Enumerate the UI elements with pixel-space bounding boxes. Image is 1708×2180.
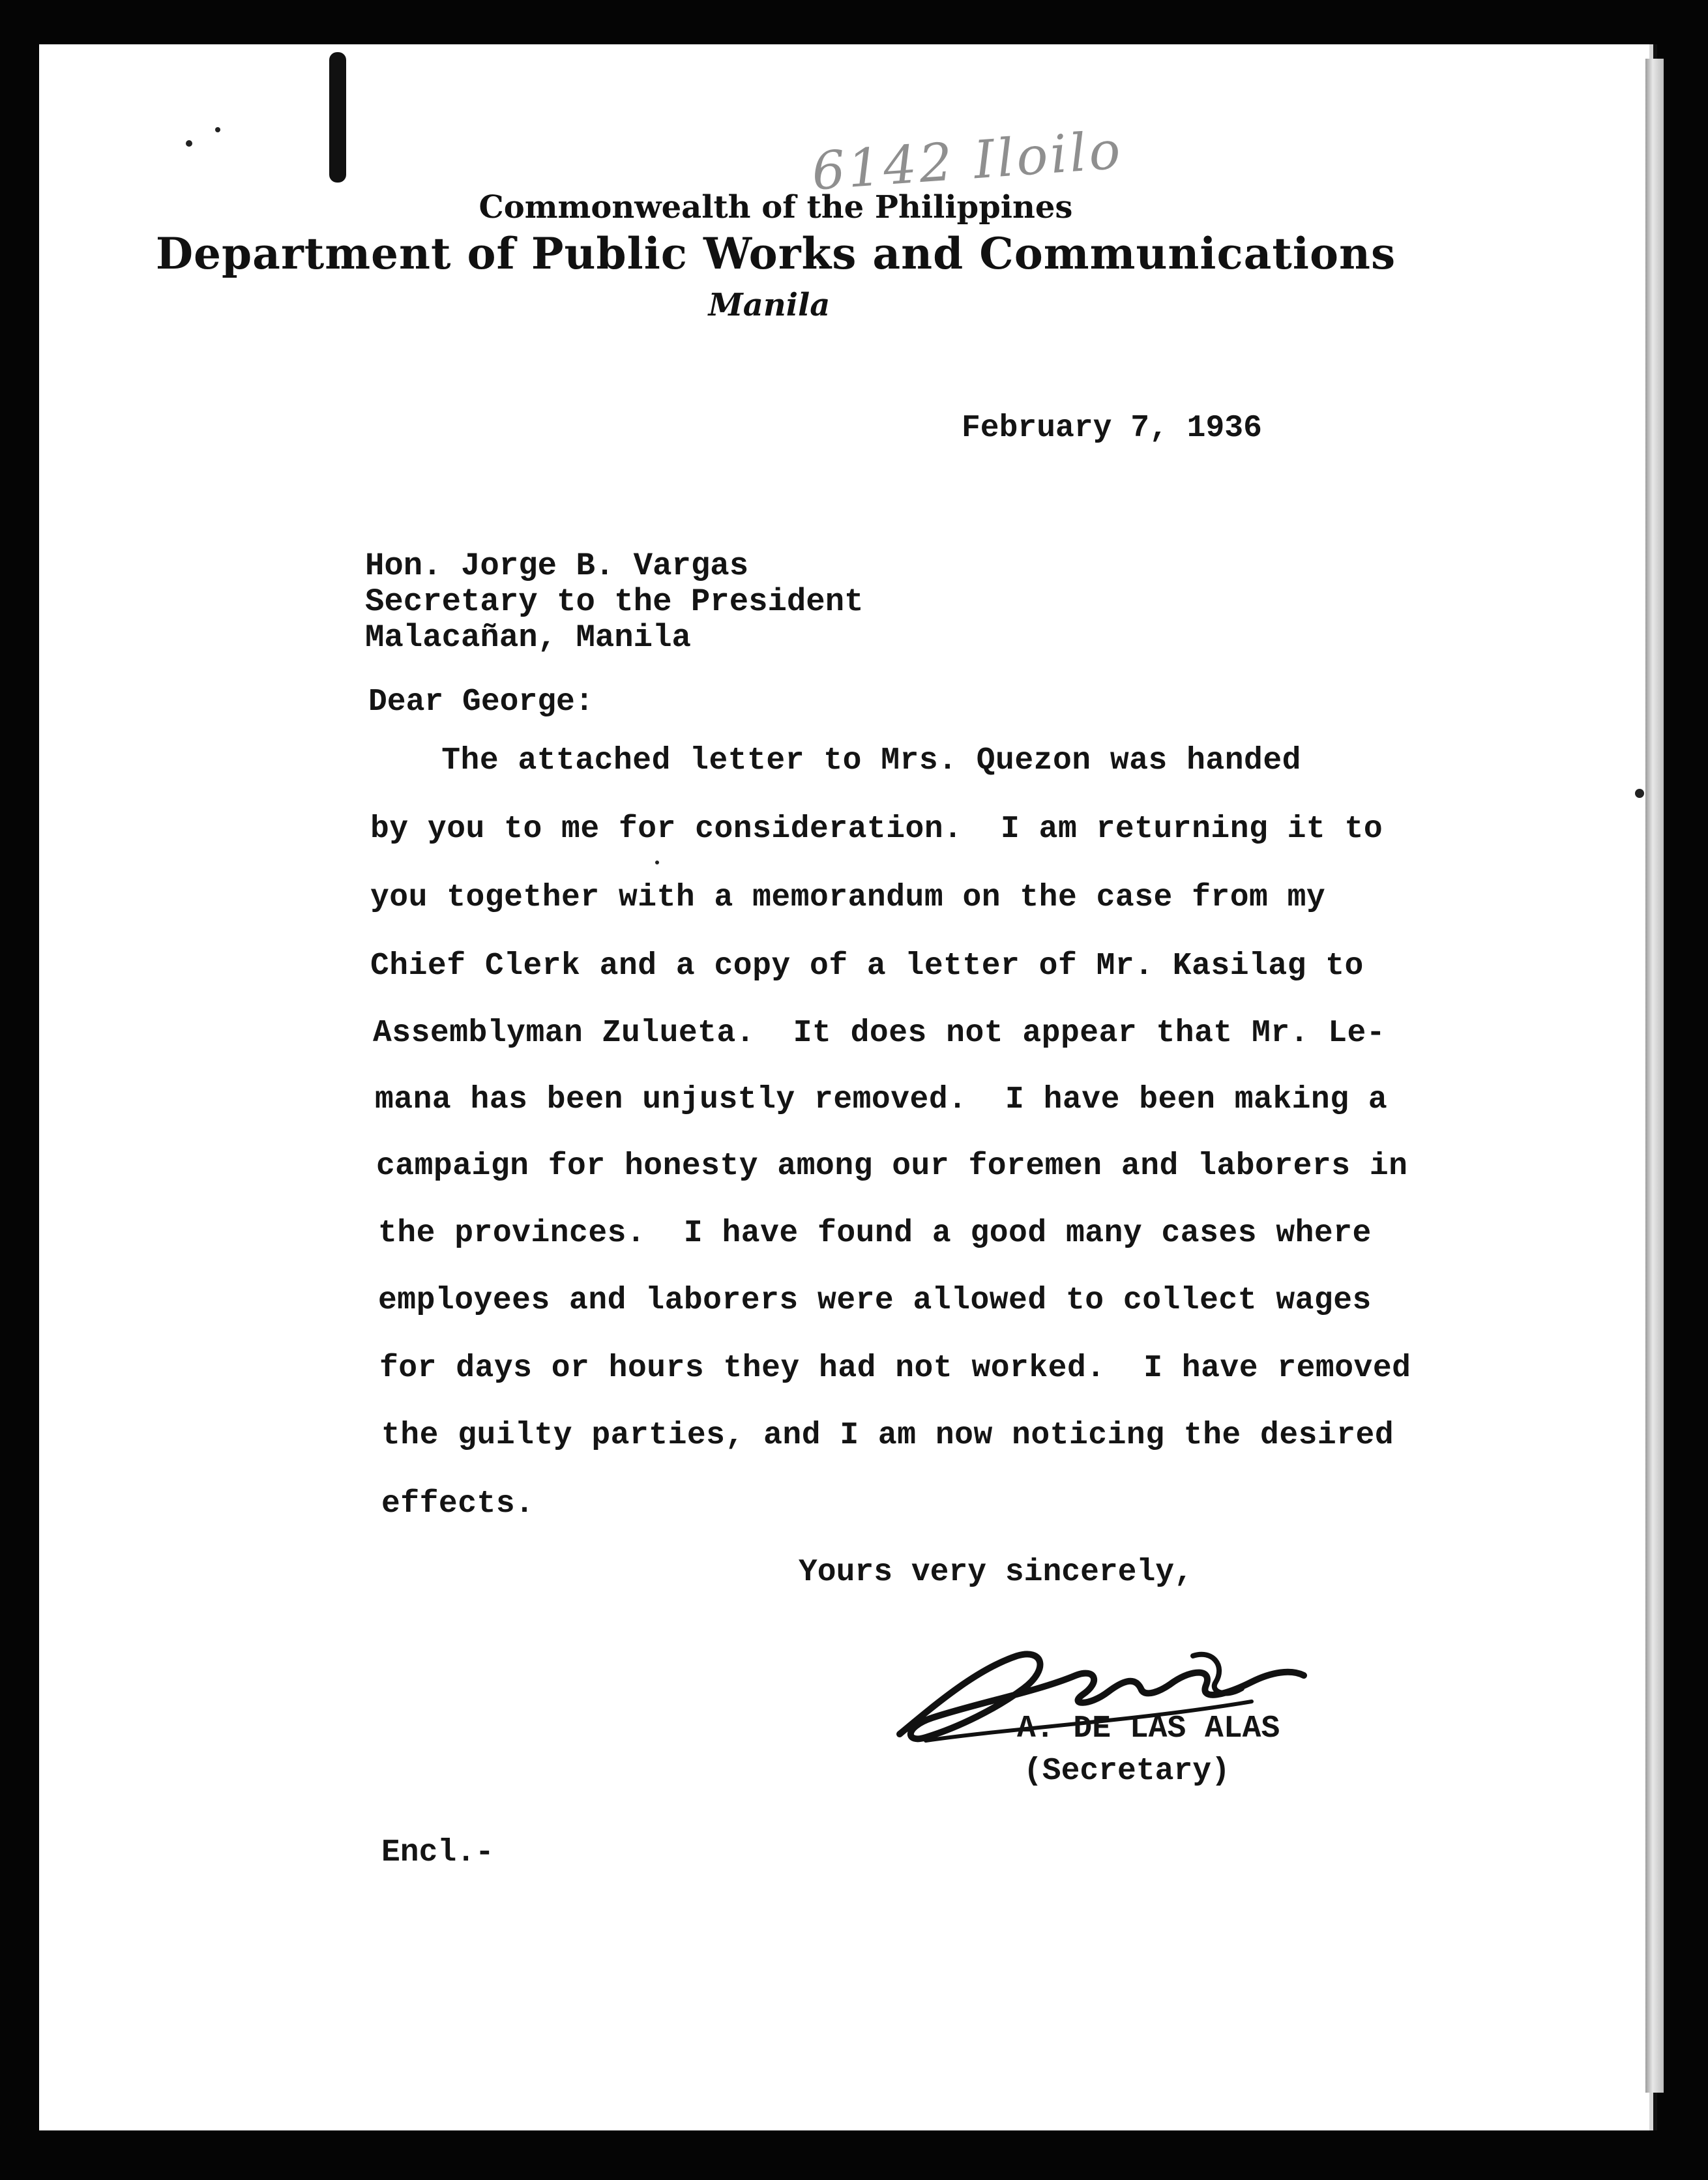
signer-name: A. DE LAS ALAS xyxy=(1017,1711,1280,1746)
body-line: campaign for honesty among our foremen and laborers in xyxy=(376,1149,1408,1184)
body-line: The attached letter to Mrs. Quezon was handed xyxy=(365,743,1301,778)
scan-speck xyxy=(1635,789,1644,798)
handwritten-note: 6142 Iloilo xyxy=(810,119,1125,202)
scan-speck xyxy=(655,861,659,864)
body-line: effects. xyxy=(381,1486,535,1522)
letterhead-city: Manila xyxy=(708,287,831,323)
scan-speck xyxy=(186,140,192,147)
recipient-address: Malacañan, Manila xyxy=(365,619,691,656)
body-line: Chief Clerk and a copy of a letter of Mr. Kasilag to xyxy=(370,949,1364,984)
binding-mark xyxy=(329,52,346,183)
signer-title: (Secretary) xyxy=(1023,1754,1230,1789)
body-line: Assemblyman Zulueta. It does not appear that Mr. Le- xyxy=(373,1016,1386,1051)
letter-date: February 7, 1936 xyxy=(962,411,1262,446)
body-line: the guilty parties, and I am now noticing the desired xyxy=(381,1418,1394,1453)
body-line: you together with a memorandum on the case from my xyxy=(370,880,1326,915)
body-line: for days or hours they had not worked. I have removed xyxy=(379,1351,1411,1386)
body-line: employees and laborers were allowed to collect wages xyxy=(378,1283,1372,1318)
closing: Yours very sincerely, xyxy=(799,1555,1193,1590)
salutation: Dear George: xyxy=(368,685,594,720)
letterhead-department: Department of Public Works and Communications xyxy=(155,228,1396,279)
recipient-name: Hon. Jorge B. Vargas xyxy=(365,548,749,584)
body-line: by you to me for consideration. I am returning it to xyxy=(370,812,1383,847)
page-edge xyxy=(1645,59,1664,2093)
letterhead-commonwealth: Commonwealth of the Philippines xyxy=(479,189,1073,226)
recipient-title: Secretary to the President xyxy=(365,583,864,620)
enclosure-note: Encl.- xyxy=(381,1835,494,1870)
body-line: mana has been unjustly removed. I have been making a xyxy=(375,1082,1388,1117)
scan-speck xyxy=(215,127,220,132)
body-line: the provinces. I have found a good many cases where xyxy=(378,1216,1372,1251)
